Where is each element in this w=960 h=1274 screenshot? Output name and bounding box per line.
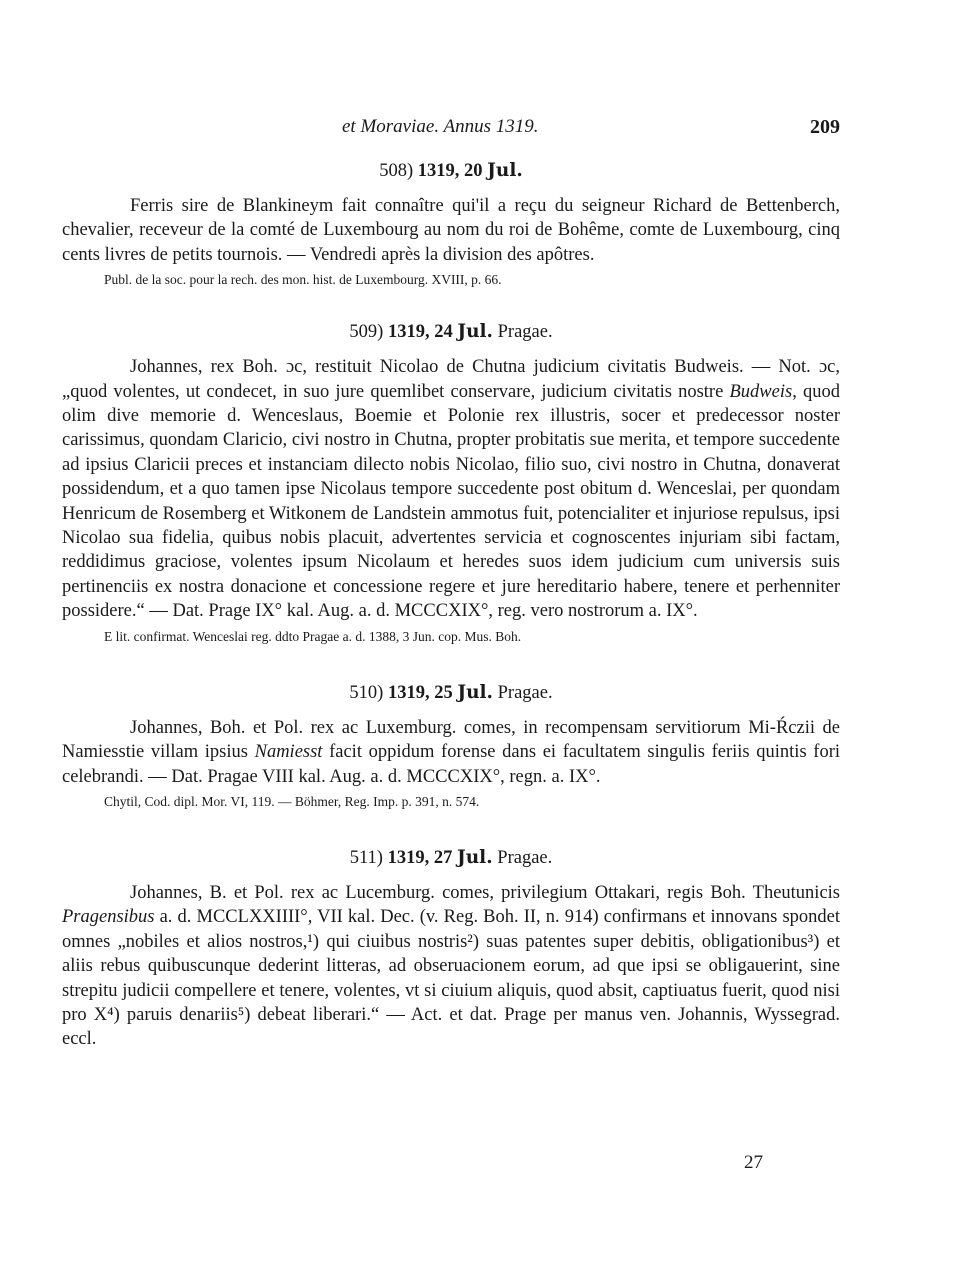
entry-source-note: Publ. de la soc. pour la rech. des mon. hist. de Luxembourg. XVIII, p. 66.	[104, 272, 502, 288]
entry-text-part: facit oppidum forense dans ei facultatem singulis feriis quintis fori celebrandi. — Dat. Pragae VIII kal. Aug. a. d. MCCCXIX°, regn. a. IX°.	[62, 742, 841, 787]
signature-number: 27	[744, 1152, 763, 1173]
entry-heading	[62, 319, 840, 345]
entry-text	[62, 716, 840, 789]
entry-509	[62, 319, 840, 645]
entry-text-part: Johannes, Boh. et Pol. rex ac Luxemburg. comes, in recompensam servitiorum Mi-Ŕczii de Namiesstie villam ipsius	[62, 717, 840, 763]
page-content	[62, 158, 840, 1052]
entry-date: 1319, 25	[387, 682, 453, 703]
entry-text-part: , quod olim dive memorie d. Wenceslaus, Boemie et Polonie rex illustris, socer et predecessor noster carissimus, quondam Claricio, civi nostro in Chutna, propter probitatis sue merita, et tempore succedente ad ipsius Claricii preces et instanciam dilecto nobis Nicolao, filio suo, civi nostro in Chutna, donaverat possidendum, et a quo tamen ipse Nicolaus tempore succedente post obitum d. Wenceslai, per quondam Henricum de Rosemberg et Witkonem de Landstein ammotus fuit, potencialiter et injuriose repulsus, ipsi Nicolao sua fidelia, quibus nobis placuit, advertentes servicia et cognoscentes injuriam sibi factam, reddidimus graciose, volentes ipsum Nicolaum et heredes suos idem judicium cum universis suis pertinenciis ex nostra donacione et concessione regere et jure hereditario habere, tenere et perhenniter possidere.“ — Dat. Prage IX° kal. Aug. a. d. MCCCXIX°, reg. vero nostrorum a. IX°.	[62, 381, 840, 622]
entry-month: Jul.	[457, 321, 493, 343]
entry-place: Pragae.	[497, 847, 553, 868]
entry-number: 509)	[349, 322, 384, 343]
entry-text-italic: Namiesst	[254, 742, 323, 763]
entry-511	[62, 845, 840, 1052]
entry-text-italic: Pragensibus	[62, 907, 155, 928]
entry-date: 1319, 24	[387, 322, 453, 343]
entry-number: 508)	[379, 161, 414, 181]
entry-heading	[62, 680, 840, 706]
entry-510	[62, 680, 840, 811]
page-header	[62, 116, 840, 140]
entry-heading	[62, 845, 840, 871]
entry-place: Pragae.	[497, 682, 553, 703]
entry-text-part: a. d. MCCLXXIIII°, VII kal. Dec. (v. Reg. Boh. II, n. 914) confirmans et innovans spondet omnes „nobiles et alios nostros,¹) qui ciuibus nostris²) suas patentes super debitis, obligationibus³) et aliis rebus quibuscunque dederint litteras, ad obseruacionem eorum, ad que ipsi se obligauerint, sine strepitu judicii compellere et tenere, volentes, vt si ciuium aliquis, quod absit, captiuatus fuerit, quod nisi pro X⁴) paruis denariis⁵) debeat liberari.“ — Act. et dat. Prage per manus ven. Johannis, Wyssegrad. eccl.	[62, 907, 840, 1050]
entry-date: 1319, 20	[417, 161, 483, 181]
entry-number: 510)	[349, 682, 384, 703]
entry-date: 1319, 27	[387, 847, 453, 868]
entry-text-italic: Budweis	[729, 381, 793, 402]
entry-508	[62, 158, 840, 289]
entry-text-part: Johannes, B. et Pol. rex ac Lucemburg. comes, privilegium Ottakari, regis Boh. Theutunicis	[130, 882, 840, 903]
entry-text: Ferris sire de Blankineym fait connaître qui'il a reçu du seigneur Richard de Bettenberch, chevalier, receveur de la comté de Luxembourg au nom du roi de Bohême, comte de Luxembourg, cinq cents livres de petits tournois. — Vendredi après la division des apôtres.	[62, 196, 840, 265]
entry-text	[62, 355, 840, 623]
running-title: et Moraviae. Annus 1319.	[342, 116, 539, 137]
entry-source-note: Chytil, Cod. dipl. Mor. VI, 119. — Böhmer, Reg. Imp. p. 391, n. 574.	[104, 793, 480, 809]
entry-month: Jul.	[456, 846, 493, 868]
page-number: 209	[810, 116, 840, 138]
entry-month: Jul.	[487, 160, 523, 181]
entry-source-note: E lit. confirmat. Wenceslai reg. ddto Pragae a. d. 1388, 3 Jun. cop. Mus. Boh.	[104, 628, 522, 644]
entry-month: Jul.	[457, 681, 493, 703]
entry-place: Pragae.	[497, 322, 553, 343]
entry-heading	[62, 158, 840, 184]
entry-number: 511)	[349, 847, 383, 868]
entry-text-part: Johannes, rex Boh. ɔc, restituit Nicolao de Chutna judicium civitatis Budweis. — Not. ɔc, „quod volentes, ut condecet, in suo jure quemlibet conservare, judicium civitatis nostre	[62, 357, 840, 402]
entry-text	[62, 881, 840, 1052]
